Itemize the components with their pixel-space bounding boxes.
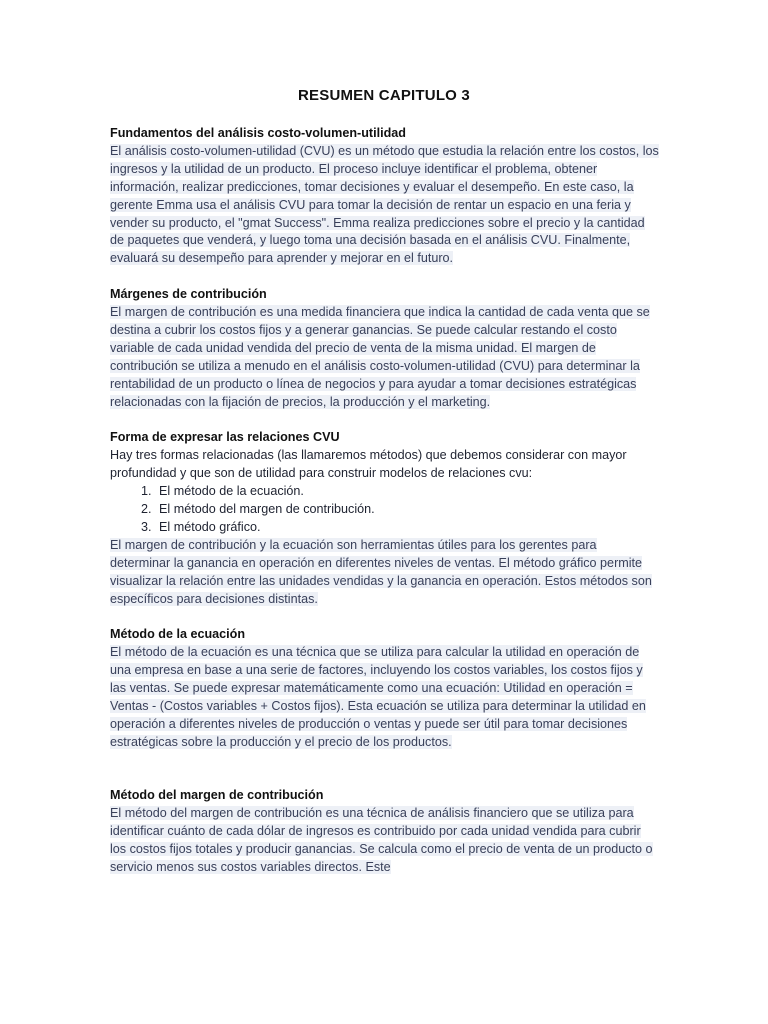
- section-heading: Método del margen de contribución: [110, 788, 324, 803]
- section-metodo-ecuacion: [110, 626, 660, 751]
- section-heading: Márgenes de contribución: [110, 287, 267, 302]
- section-margenes: [110, 286, 660, 411]
- section-body: [110, 537, 660, 609]
- document-title: RESUMEN CAPITULO 3: [298, 87, 470, 104]
- list-item: 3. El método gráfico.: [155, 519, 660, 537]
- section-metodo-margen: [110, 787, 660, 877]
- section-heading: Forma de expresar las relaciones CVU: [110, 430, 340, 445]
- section-fundamentos: [110, 125, 660, 268]
- blank-line: [110, 770, 660, 788]
- section-forma-expresar: [110, 429, 660, 608]
- section-body-text: El método del margen de contribución es una técnica de análisis financiero que se utiliza para identificar cuánto de cada dólar de ingresos es contribuido por cada unidad vendida para cubrir los costos fijos totales y producir ganancias. Se calcula como el precio de venta de un producto o servicio menos sus costos variables directos. Este: [110, 806, 653, 875]
- section-heading: Método de la ecuación: [110, 627, 246, 642]
- section-body-text: El análisis costo-volumen-utilidad (CVU) es un método que estudia la relación entre los costos, los ingresos y la utilidad de un producto. El proceso incluye identificar el problema, obtener información, realizar predicciones, tomar decisiones y evaluar el desempeño. En este caso, la gerente Emma usa el análisis CVU para tomar la decisión de rentar un espacio en una feria y vender su producto, el "gmat Success". Emma realiza predicciones sobre el precio y la cantidad de paquetes que venderá, y luego toma una decisión basada en el análisis CVU. Finalmente, evaluará su desempeño para aprender y mejorar en el futuro.: [110, 143, 659, 266]
- list-item: 2. El método del margen de contribución.: [155, 501, 660, 519]
- section-body: [110, 304, 660, 411]
- section-heading: Fundamentos del análisis costo-volumen-utilidad: [110, 126, 406, 140]
- section-body-text: El margen de contribución es una medida financiera que indica la cantidad de cada venta que se destina a cubrir los costos fijos y a generar ganancias. Se puede calcular restando el costo variable de cada unidad vendida del precio de venta de la misma unidad. El margen de contribución se utiliza a menudo en el análisis costo-volumen-utilidad (CVU) para determinar la rentabilidad de un producto o línea de negocios y para ayudar a tomar decisiones estratégicas relacionadas con la fijación de precios, la producción y el marketing.: [110, 305, 650, 409]
- list-item: 1. El método de la ecuación.: [155, 483, 660, 501]
- methods-list: [110, 483, 660, 537]
- document-content: [110, 125, 660, 895]
- section-intro: Hay tres formas relacionadas (las llamaremos métodos) que debemos considerar con mayor profundidad y que son de utilidad para construir modelos de relaciones cvu:: [110, 448, 627, 481]
- section-body: [110, 143, 660, 268]
- section-body-text: El método de la ecuación es una técnica que se utiliza para calcular la utilidad en operación de una empresa en base a una serie de factores, incluyendo los costos variables, los costos fijos y las ventas. Se puede expresar matemáticamente como una ecuación: Utilidad en operación = Ventas - (Costos variables + Costos fijos). Esta ecuación se utiliza para determinar la utilidad en operación a diferentes niveles de producción o ventas y puede ser útil para tomar decisiones estratégicas sobre la producción y el precio de los productos.: [110, 645, 646, 749]
- section-body: [110, 805, 660, 877]
- section-body-text: El margen de contribución y la ecuación son herramientas útiles para los gerentes para determinar la ganancia en operación en diferentes niveles de ventas. El método gráfico permite visualizar la relación entre las unidades vendidas y la ganancia en operación. Estos métodos son específicos para decisiones distintas.: [110, 537, 652, 606]
- section-body: [110, 644, 660, 751]
